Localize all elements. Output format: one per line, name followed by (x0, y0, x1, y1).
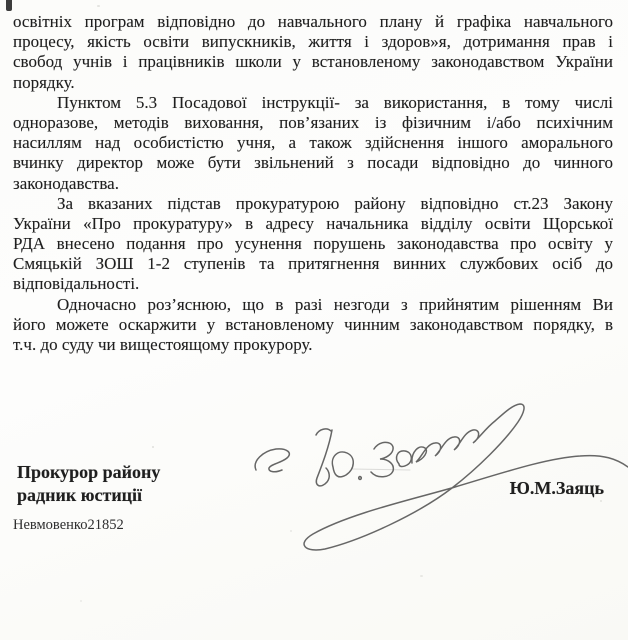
text-line: РДА внесено подання про усунення порушень законодавства про освіту у (13, 234, 613, 254)
text-line: т.ч. до суду чи вищестоящому прокурору. (13, 335, 313, 354)
text-line: процесу, якість освіти випускників, життя і здоров»я, дотримання прав і (13, 32, 613, 52)
text-line: вчинку директор може бути звільнений з посади відповідно до чинного (13, 153, 613, 173)
signer-title-block (17, 461, 160, 507)
scan-speck (600, 500, 602, 502)
text-line: Пунктом 5.3 Посадової інструкції- за використання, в тому числі (57, 92, 613, 112)
scan-speck (97, 5, 100, 7)
text-line: освітніх програм відповідно до навчального плану й графіка навчального (13, 12, 613, 31)
signer-title-line2: радник юстиції (17, 485, 143, 505)
text-line: Смяцькій ЗОШ 1-2 ступенів та притягнення винних службових осіб до (13, 254, 613, 274)
text-line: За вказаних підстав прокуратурою району відповідно ст.23 Закону (57, 193, 613, 213)
scan-edge-artifact (6, 0, 12, 11)
text-line: свобод учнів і працівників школи у встановленому законодавством України (13, 52, 613, 72)
scan-speck (152, 446, 154, 448)
text-line: України «Про прокуратуру» в адресу начальника відділу освіти Щорської (13, 213, 613, 233)
text-line: відповідальності. (13, 274, 140, 294)
text-line: одноразове, методів виховання, пов’язаних із фізичним і/або психічним (13, 112, 613, 132)
text-line: законодавства. (13, 173, 119, 193)
executor-note: Невмовенко21852 (13, 517, 124, 533)
signer-title-line1: Прокурор району (17, 462, 161, 482)
signer-name: Ю.М.Заяць (509, 478, 604, 498)
text-line: Одночасно роз’яснюю, що в разі незгоди з прийнятим рішенням Ви (57, 294, 613, 314)
text-line: насиллям над особистістю учня, а також здійснення іншого аморального (13, 133, 613, 153)
scan-speck (290, 530, 292, 532)
text-line: його можете оскаржити у встановленому чинним законодавством порядку, в (13, 314, 613, 334)
scan-speck (420, 575, 423, 577)
scan-speck (80, 600, 82, 602)
text-line: порядку. (13, 72, 75, 92)
document-body (13, 12, 613, 355)
